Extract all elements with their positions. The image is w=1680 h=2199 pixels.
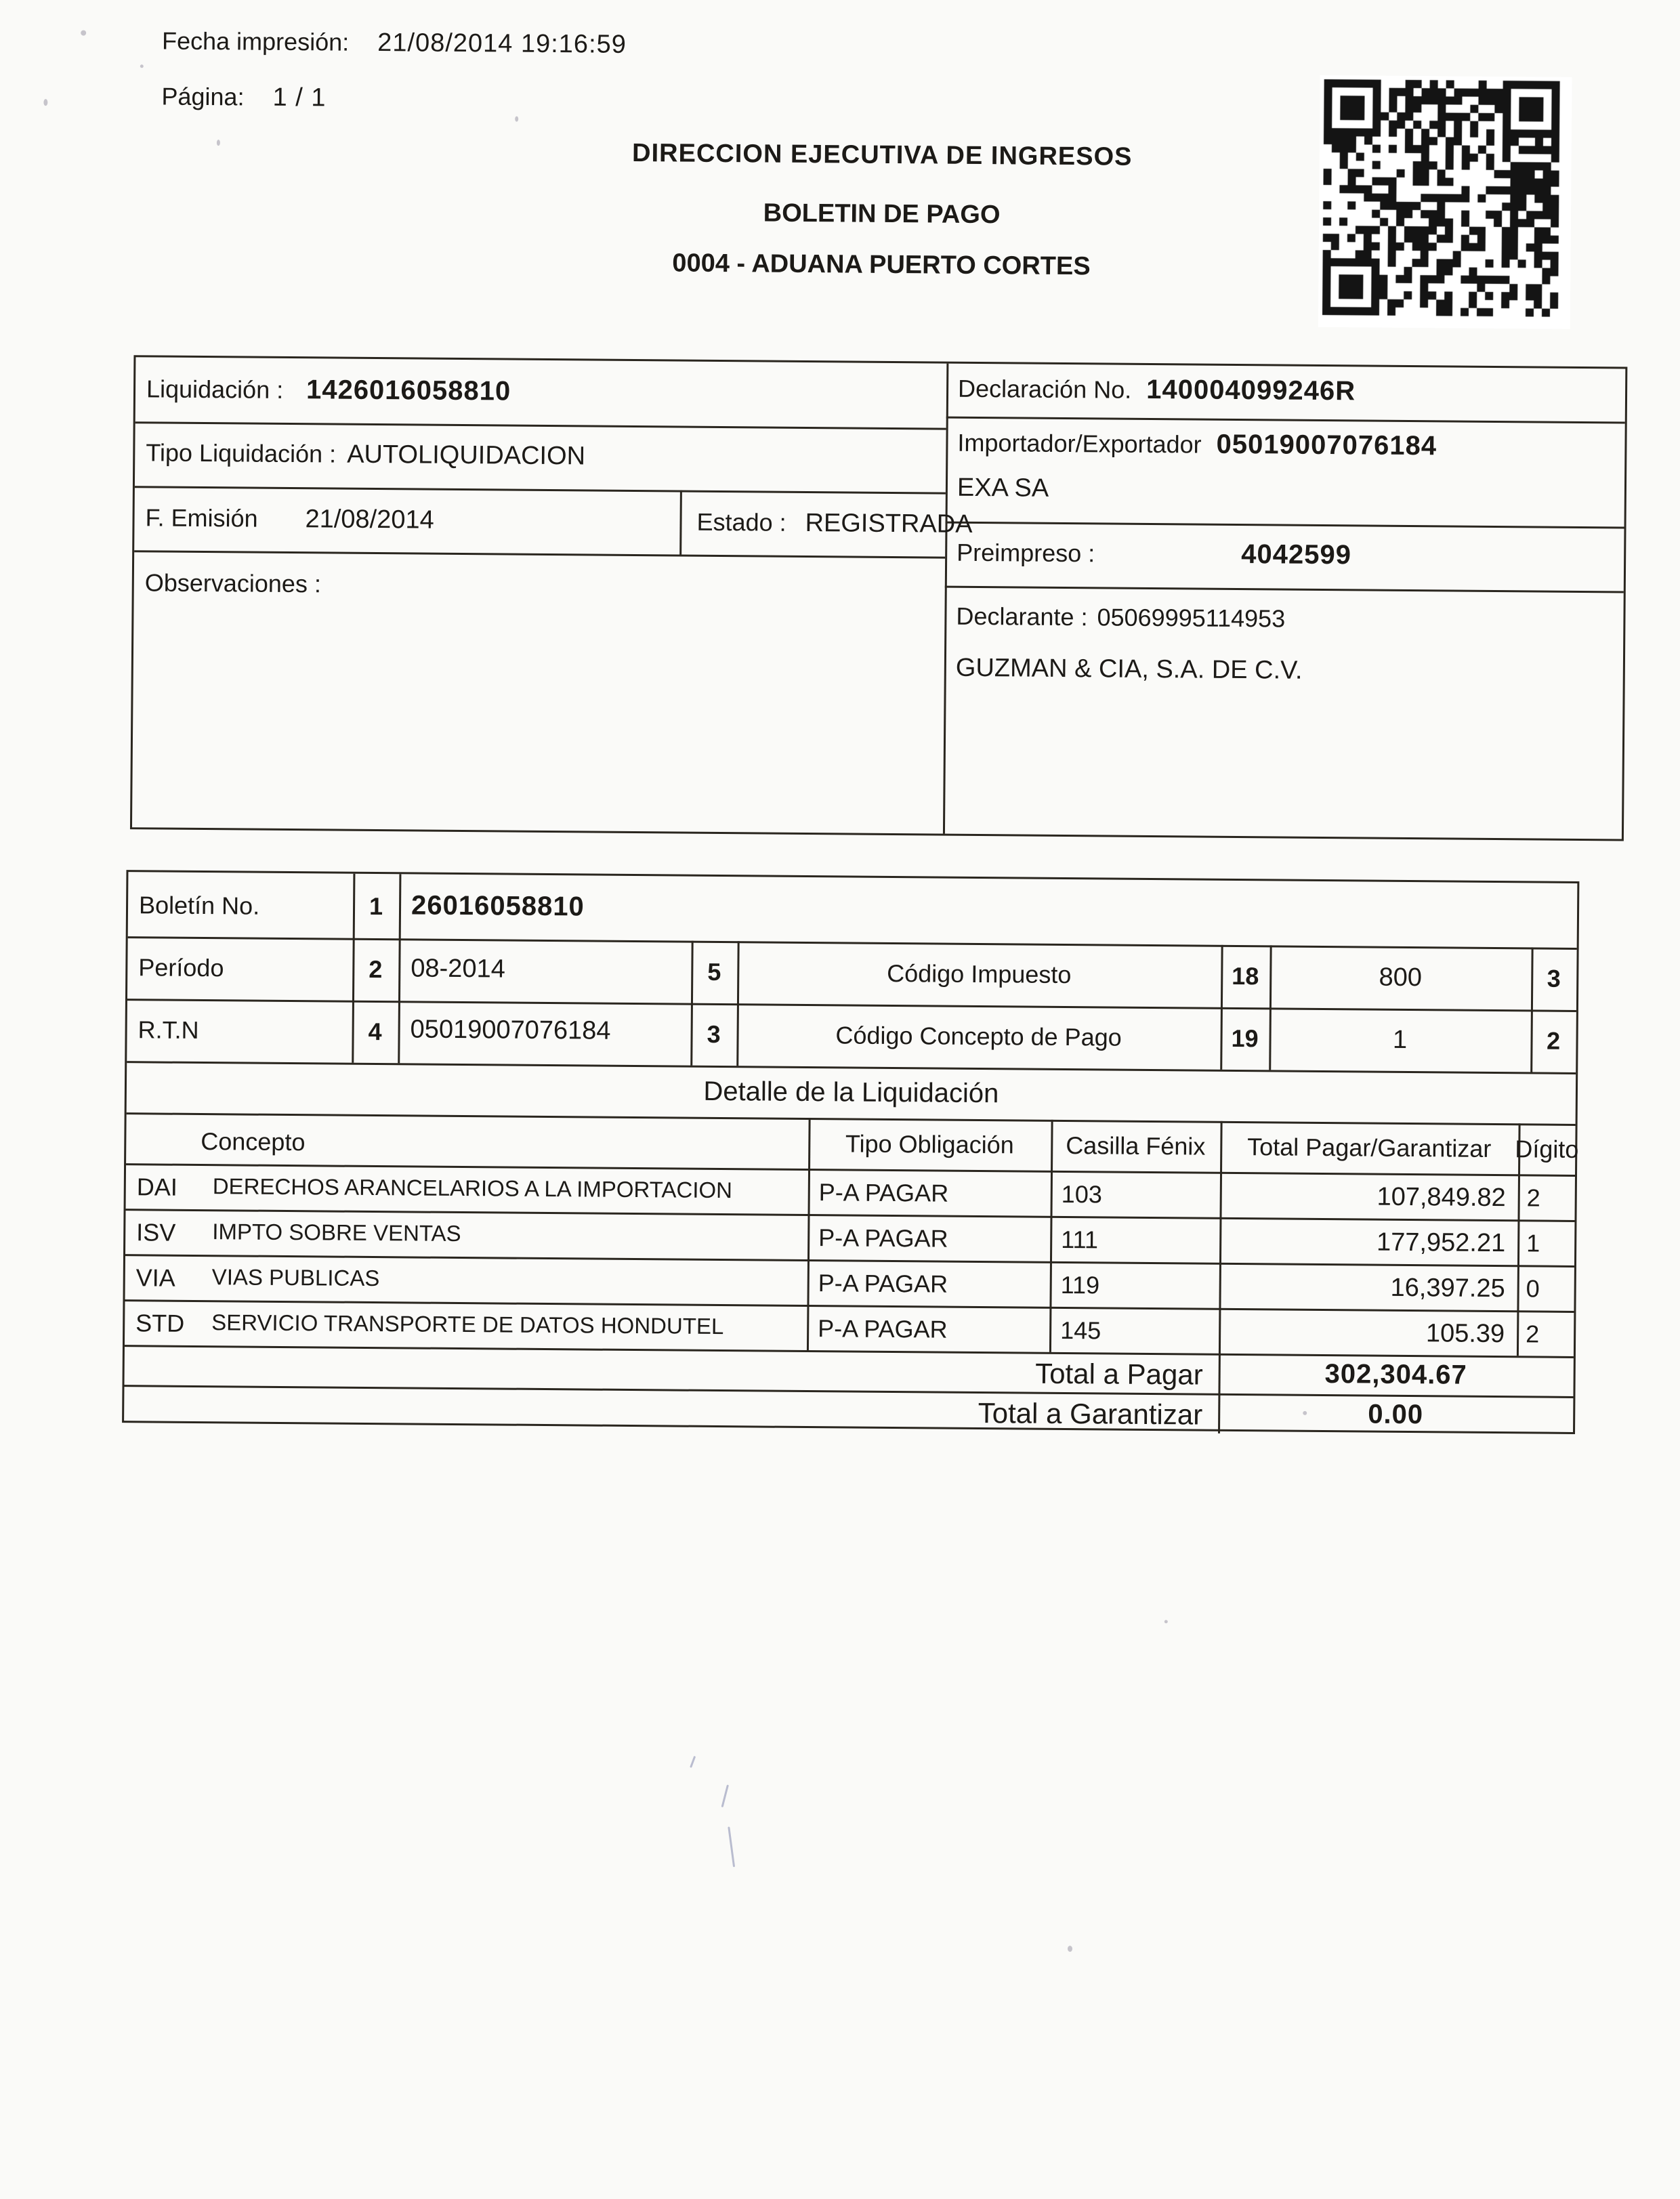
estado-label: Estado : [696, 507, 786, 537]
row-total: 177,952.21 [1376, 1228, 1506, 1258]
row-digito: 1 [1526, 1229, 1540, 1257]
scan-speck [217, 140, 220, 146]
boletin-box [122, 870, 1579, 1434]
declaracion-label: Declaración No. [957, 374, 1132, 404]
scan-speck [1068, 1946, 1072, 1952]
divider [946, 417, 1625, 424]
importador-value: 05019007076184 [1216, 429, 1437, 461]
row-desc: SERVICIO TRANSPORTE DE DATOS HONDUTEL [211, 1310, 724, 1339]
header-digito: Dígito [1515, 1134, 1579, 1163]
codigo-impuesto-box-number: 18 [1232, 961, 1259, 990]
rtn-label: R.T.N [138, 1015, 199, 1044]
document-title: BOLETIN DE PAGO [763, 198, 1001, 230]
codigo-concepto-label: Código Concepto de Pago [835, 1021, 1122, 1051]
codigo-concepto-field-number: 3 [707, 1020, 721, 1049]
row-casilla: 145 [1060, 1316, 1101, 1345]
importador-row [957, 427, 1437, 462]
row-desc: VIAS PUBLICAS [211, 1264, 380, 1291]
importador-label: Importador/Exportador [957, 428, 1202, 459]
row-code: VIA [135, 1263, 175, 1292]
row-casilla: 119 [1060, 1270, 1100, 1299]
agency-title: DIRECCION EJECUTIVA DE INGRESOS [631, 138, 1133, 171]
row-code: STD [135, 1309, 185, 1337]
print-date-line [162, 27, 627, 60]
boletin-value: 26016058810 [411, 890, 585, 922]
page-number-label: Página: [161, 82, 245, 111]
row-casilla: 103 [1061, 1179, 1103, 1209]
total-pagar-label: Total a Pagar [1035, 1357, 1203, 1391]
declaracion-value: 140004099246R [1146, 374, 1356, 406]
row-total: 105.39 [1425, 1319, 1505, 1349]
scan-speck [515, 117, 518, 122]
scan-mark [728, 1826, 735, 1867]
codigo-concepto-box-number: 19 [1231, 1024, 1259, 1053]
observaciones-label: Observaciones : [144, 568, 322, 598]
row-digito: 2 [1526, 1184, 1540, 1212]
divider [946, 522, 1624, 529]
estado-value: REGISTRADA [805, 508, 973, 539]
row-tipo: P-A PAGAR [818, 1314, 948, 1343]
liquidacion-value: 1426016058810 [306, 375, 511, 406]
declarante-label: Declarante : [956, 602, 1088, 631]
total-garantizar-value: 0.00 [1368, 1399, 1424, 1430]
tipo-liquidacion-value: AUTOLIQUIDACION [347, 440, 586, 471]
codigo-impuesto-value: 800 [1379, 963, 1423, 992]
header-tipo-obligacion: Tipo Obligación [845, 1129, 1014, 1158]
row-desc: DERECHOS ARANCELARIOS A LA IMPORTACION [212, 1173, 733, 1203]
divider [679, 490, 682, 555]
preimpreso-value: 4042599 [1241, 539, 1352, 570]
scan-speck [81, 30, 86, 36]
row-tipo: P-A PAGAR [818, 1269, 948, 1298]
total-pagar-value: 302,304.67 [1324, 1359, 1467, 1390]
declarante-row [956, 602, 1285, 633]
qr-code [1318, 75, 1572, 329]
emision-row [145, 503, 434, 535]
codigo-impuesto-digit: 3 [1547, 964, 1561, 992]
liquidacion-label: Liquidación : [146, 375, 284, 404]
declarante-value: 05069995114953 [1097, 603, 1286, 633]
total-garantizar-label: Total a Garantizar [978, 1397, 1203, 1431]
row-casilla: 111 [1061, 1225, 1099, 1254]
header-concepto: Concepto [201, 1127, 306, 1156]
row-tipo: P-A PAGAR [818, 1178, 949, 1207]
divider [135, 486, 946, 494]
print-date-label: Fecha impresión: [161, 26, 350, 56]
boletin-label: Boletín No. [138, 891, 260, 920]
scan-speck [43, 99, 47, 106]
row-code: ISV [136, 1218, 176, 1247]
declaracion-row [958, 373, 1356, 407]
emision-label: F. Emisión [145, 503, 258, 532]
preimpreso-row [957, 537, 1351, 571]
row-tipo: P-A PAGAR [818, 1223, 948, 1253]
print-date-value: 21/08/2014 19:16:59 [377, 28, 627, 59]
tipo-liquidacion-label: Tipo Liquidación : [146, 438, 337, 468]
customs-office-title: 0004 - ADUANA PUERTO CORTES [672, 249, 1091, 281]
row-total: 107,849.82 [1377, 1182, 1506, 1213]
row-digito: 2 [1526, 1320, 1540, 1348]
scan-speck [140, 64, 144, 68]
estado-row [696, 508, 972, 539]
periodo-label: Período [138, 953, 224, 982]
page-number-line [161, 83, 326, 113]
liquidation-box [130, 355, 1627, 841]
scan-mark [690, 1756, 696, 1768]
detalle-title: Detalle de la Liquidación [703, 1076, 999, 1108]
divider [135, 421, 946, 430]
codigo-impuesto-label: Código Impuesto [887, 959, 1072, 989]
row-code: DAI [136, 1173, 177, 1201]
tipo-liquidacion-row [146, 438, 585, 471]
divider [945, 586, 1624, 593]
boletin-field-number: 1 [369, 892, 383, 920]
header-casilla-fenix: Casilla Fénix [1066, 1131, 1206, 1160]
scan-mark [721, 1784, 729, 1807]
codigo-concepto-digit: 2 [1546, 1026, 1561, 1055]
importador-nombre: EXA SA [957, 473, 1049, 503]
liquidacion-row [146, 373, 511, 406]
periodo-field-number: 2 [369, 955, 383, 984]
header-total-pagar-garantizar: Total Pagar/Garantizar [1247, 1132, 1492, 1163]
periodo-value: 08-2014 [411, 954, 505, 984]
scan-speck [1303, 1411, 1307, 1415]
divider [943, 364, 948, 834]
row-digito: 0 [1526, 1274, 1540, 1303]
preimpreso-label: Preimpreso : [957, 538, 1095, 568]
divider [134, 550, 945, 558]
codigo-concepto-value: 1 [1392, 1025, 1408, 1054]
emision-value: 21/08/2014 [305, 505, 434, 535]
row-total: 16,397.25 [1390, 1273, 1505, 1303]
page-number-value: 1 / 1 [272, 83, 327, 112]
row-desc: IMPTO SOBRE VENTAS [212, 1219, 461, 1247]
codigo-impuesto-field-number: 5 [707, 957, 721, 986]
rtn-value: 05019007076184 [410, 1015, 611, 1045]
rtn-field-number: 4 [368, 1017, 382, 1046]
declarante-nombre: GUZMAN & CIA, S.A. DE C.V. [955, 653, 1303, 685]
scan-speck [1164, 1620, 1168, 1623]
